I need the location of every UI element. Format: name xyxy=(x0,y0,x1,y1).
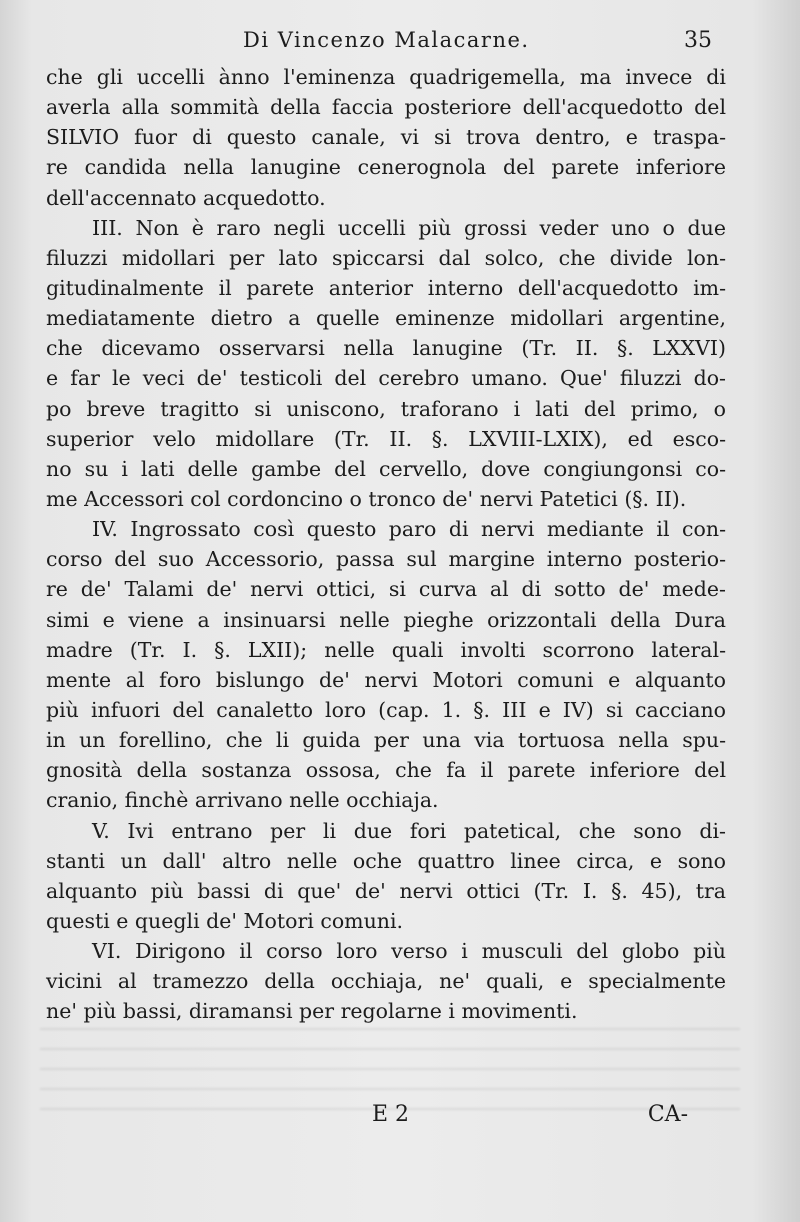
text-line: gitudinalmente il parete anterior interno dell'acquedotto im- xyxy=(46,275,726,300)
text-line: po breve tragitto si uniscono, traforano i lati del primo, o xyxy=(46,396,726,421)
text-line: III. Non è raro negli uccelli più grossi veder uno o due xyxy=(92,215,726,240)
text-line: simi e viene a insinuarsi nelle pieghe orizzontali della Dura xyxy=(46,607,726,632)
text-line: ne' più bassi, diramansi per regolarne i movimenti. xyxy=(46,999,578,1024)
text-line: V. Ivi entrano per li due fori patetical, che sono di- xyxy=(92,818,726,843)
text-line: mente al foro bislungo de' nervi Motori comuni e alquanto xyxy=(46,667,726,692)
body-text xyxy=(46,62,726,1027)
text-line: re candida nella lanugine cenerognola del parete inferiore xyxy=(46,155,726,180)
text-line: filuzzi midollari per lato spiccarsi dal solco, che divide lon- xyxy=(46,245,726,270)
page-footer xyxy=(0,1102,800,1142)
text-line: alquanto più bassi di que' de' nervi ottici (Tr. I. §. 45), tra xyxy=(46,878,726,903)
running-title: Di Vincenzo Malacarne. xyxy=(243,28,530,52)
signature-mark: E 2 xyxy=(372,1102,410,1127)
text-line: madre (Tr. I. §. LXII); nelle quali involti scorrono lateral- xyxy=(46,637,726,662)
text-line: e far le veci de' testicoli del cerebro umano. Que' filuzzi do- xyxy=(46,366,726,391)
page-number: 35 xyxy=(684,28,712,53)
text-line: superior velo midollare (Tr. II. §. LXVIII-LXIX), ed esco- xyxy=(46,426,726,451)
text-line: IV. Ingrossato così questo paro di nervi mediante il con- xyxy=(92,517,726,542)
text-line: VI. Dirigono il corso loro verso i musculi del globo più xyxy=(92,939,726,964)
text-line: gnosità della sostanza ossosa, che fa il parete inferiore del xyxy=(46,758,726,783)
text-line: che dicevamo osservarsi nella lanugine (Tr. II. §. LXXVI) xyxy=(46,336,726,361)
text-line: SILVIO fuor di questo canale, vi si trova dentro, e traspa- xyxy=(46,125,726,150)
catchword: CA- xyxy=(647,1102,688,1127)
text-line: corso del suo Accessorio, passa sul margine interno posterio- xyxy=(46,547,726,572)
text-line: no su i lati delle gambe del cervello, dove congiungonsi co- xyxy=(46,456,726,481)
text-line: me Accessori col cordoncino o tronco de' nervi Patetici (§. II). xyxy=(46,486,687,511)
text-line: più infuori del canaletto loro (cap. 1. §. III e IV) si cacciano xyxy=(46,697,726,722)
text-line: averla alla sommità della faccia posteriore dell'acquedotto del xyxy=(46,95,726,120)
text-line: che gli uccelli ànno l'eminenza quadrigemella, ma invece di xyxy=(46,65,726,89)
text-line: re de' Talami de' nervi ottici, si curva al di sotto de' mede- xyxy=(46,577,726,602)
text-line: stanti un dall' altro nelle oche quattro linee circa, e sono xyxy=(46,848,726,873)
text-line: mediatamente dietro a quelle eminenze midollari argentine, xyxy=(46,306,726,331)
text-line: questi e quegli de' Motori comuni. xyxy=(46,908,404,933)
text-line: in un forellino, che li guida per una via tortuosa nella spu- xyxy=(46,728,726,753)
text-line: cranio, finchè arrivano nelle occhiaja. xyxy=(46,788,439,813)
text-line: dell'accennato acquedotto. xyxy=(46,185,326,210)
text-line: vicini al tramezzo della occhiaja, ne' quali, e specialmente xyxy=(46,969,726,994)
